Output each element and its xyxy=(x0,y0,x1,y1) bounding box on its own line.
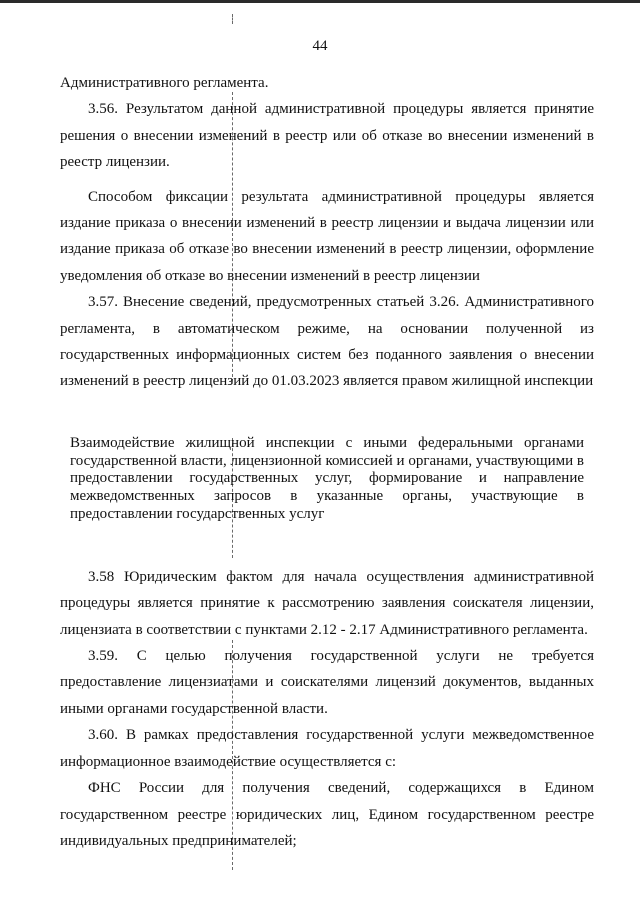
spacer xyxy=(60,524,594,564)
spacer xyxy=(60,176,594,184)
paragraph: Административного регламента. xyxy=(60,75,269,91)
paragraph-fns: ФНС России для получения сведений, содержащихся в Едином государственном реестре юридических лиц, Едином государственном реестре индивидуальных предпринимателей; xyxy=(60,780,594,849)
paragraph-fixation: Способом фиксации результата административной процедуры является издание приказа о внесении изменений в реестр лицензии и выдача лицензии или издание приказа об отказе во внесении изменений в реестр лицензии, оформление уведомления об отказе во внесении изменений в реестр лицензии xyxy=(60,188,594,284)
paragraph-3-57: 3.57. Внесение сведений, предусмотренных статьей 3.26. Административного регламента, в автоматическом режиме, на основании полученной из государственных информационных систем без поданного заявления о внесении изменений в реестр лицензий до 01.03.2023 является правом жилищной инспекции xyxy=(60,294,594,390)
paragraph-3-59: 3.59. С целью получения государственной услуги не требуется предоставление лицензиатами и соискателями лицензий документов, выданных иными органами государственной власти. xyxy=(60,648,594,717)
paragraph-3-58: 3.58 Юридическим фактом для начала осуществления административной процедуры является принятие к рассмотрению заявления соискателя лицензии, лицензиата в соответствии с пунктами 2.12 - 2.17 Административного регламента. xyxy=(60,568,594,638)
document-body xyxy=(60,70,594,854)
fold-mark xyxy=(232,14,233,24)
paragraph-3-56: 3.56. Результатом данной административной процедуры является принятие решения о внесении изменений в реестр или об отказе во внесении изменений в реестр лицензии. xyxy=(60,101,594,171)
top-border-line xyxy=(0,0,640,3)
paragraph-3-60: 3.60. В рамках предоставления государственной услуги межведомственное информационное взаимодействие осуществляется с: xyxy=(60,727,594,770)
page-number: 44 xyxy=(312,38,328,54)
section-heading: Взаимодействие жилищной инспекции с иными федеральными органами государственной власти, лицензионной комиссией и органами, участвующими в предоставлении государственных услуг, формирование и направление межведомственных запросов в указанные органы, участвующие в предоставлении государственных услуг xyxy=(70,434,584,523)
spacer xyxy=(60,395,594,435)
